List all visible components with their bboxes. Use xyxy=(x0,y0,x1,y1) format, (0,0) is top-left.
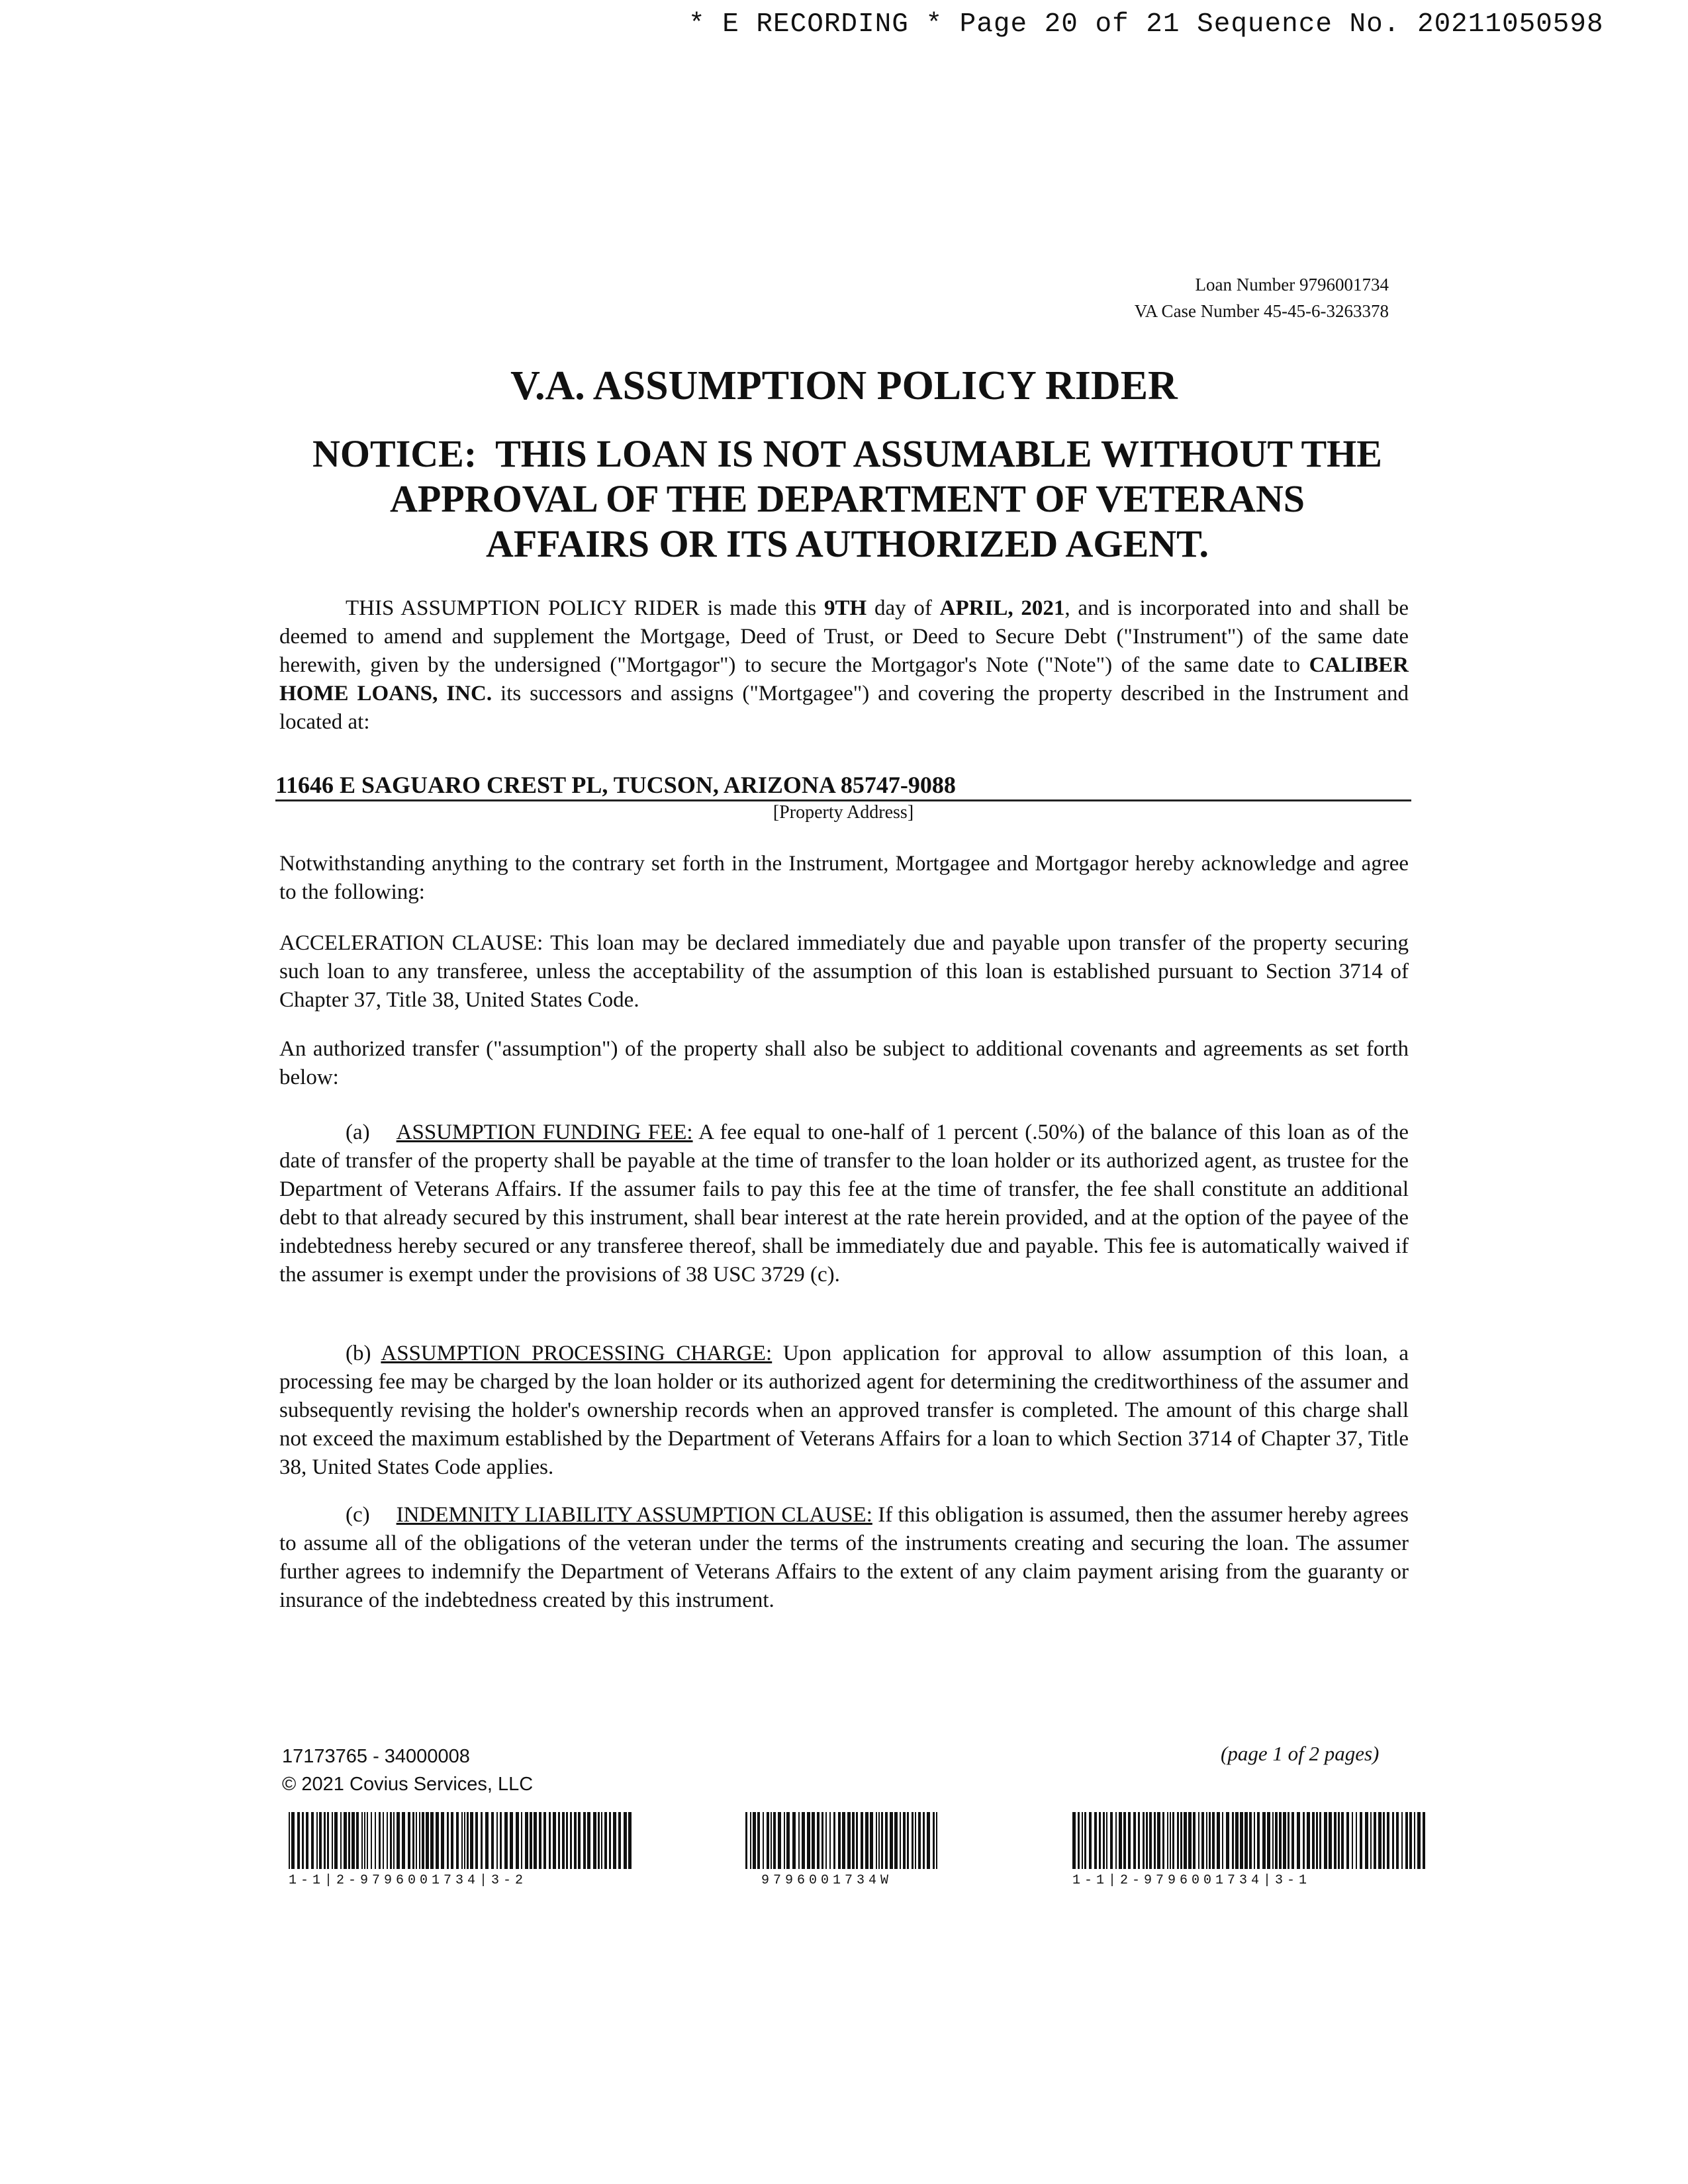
barcode-bar xyxy=(549,1812,551,1869)
barcode-bar xyxy=(461,1812,463,1869)
barcode-bar xyxy=(375,1812,376,1869)
barcode-bar xyxy=(1257,1812,1260,1869)
rider-day: 9TH xyxy=(823,596,867,620)
barcode-bar xyxy=(1396,1812,1399,1869)
barcode-bar xyxy=(1106,1812,1107,1869)
barcode-bar xyxy=(1272,1812,1274,1869)
barcode-bar xyxy=(786,1812,790,1869)
barcode-bar xyxy=(441,1812,444,1869)
barcode-bar xyxy=(1206,1812,1207,1869)
barcode-bar xyxy=(383,1812,384,1869)
barcode-bar xyxy=(802,1812,805,1869)
barcode-bar xyxy=(539,1812,541,1869)
barcode-bar xyxy=(574,1812,577,1869)
barcode-bar xyxy=(1338,1812,1340,1869)
barcode-bar xyxy=(419,1812,420,1869)
clause-a-text: A fee equal to one-half of 1 percent (.50%) of the balance of this loan as of the date of transfer of the property shall be payable at the time of transfer to the loan holder or its authorized agent, as trustee for the Department of Veterans Affairs. If the assumer fails to pay this fee at the time of transfer, the fee shall constitute an additional debt to that already secured by this instrument, shall bear interest at the rate herein provided, and at the option of the payee of the indebtedness hereby secured or any transferee thereof, shall be immediately due and payable. This fee is automatically waived if the assumer is exempt under the provisions of 38 USC 3729 (c). xyxy=(279,1120,1409,1287)
barcode-bar xyxy=(1157,1812,1160,1869)
barcode-bar xyxy=(481,1812,483,1869)
barcode-bar xyxy=(773,1812,776,1869)
barcode-bar xyxy=(583,1812,586,1869)
barcode-bar xyxy=(1170,1812,1171,1869)
copyright-notice: © 2021 Covius Services, LLC xyxy=(282,1774,534,1795)
intro-text-4: its successors and assigns ("Mortgagee") and covering the property described in the Instrument and located at: xyxy=(279,682,1409,734)
barcode-bar xyxy=(861,1812,863,1869)
barcode-bar xyxy=(807,1812,810,1869)
barcode-bar xyxy=(467,1812,469,1869)
recording-stamp: * E RECORDING * Page 20 of 21 Sequence No. 20211050598 xyxy=(688,9,1604,40)
barcode-bar xyxy=(352,1812,355,1869)
barcode-bar xyxy=(1409,1812,1412,1869)
barcode-bar xyxy=(936,1812,937,1869)
barcode-bar xyxy=(1149,1812,1152,1869)
va-case-number: VA Case Number 45-45-6-3263378 xyxy=(1134,301,1389,321)
barcode-bar xyxy=(870,1812,873,1869)
barcode-bar xyxy=(894,1812,898,1869)
barcode-bar xyxy=(491,1812,494,1869)
barcode-bar xyxy=(578,1812,581,1869)
barcode-bar xyxy=(763,1812,764,1869)
barcode-bar xyxy=(881,1812,883,1869)
barcode-bar xyxy=(1138,1812,1140,1869)
clause-c xyxy=(279,1501,1409,1615)
barcode-bar xyxy=(1226,1812,1229,1869)
barcode-bar xyxy=(1154,1812,1156,1869)
barcode-bar xyxy=(332,1812,333,1869)
barcode-bar xyxy=(865,1812,868,1869)
notice-line-3: AFFAIRS OR ITS AUTHORIZED AGENT. xyxy=(485,522,1209,565)
barcode-bar xyxy=(402,1812,405,1869)
barcode-bar xyxy=(1360,1812,1362,1869)
property-address: 11646 E SAGUARO CREST PL, TUCSON, ARIZONA 85747-9088 xyxy=(275,770,1411,801)
barcode-bar xyxy=(856,1812,858,1869)
barcode-bar xyxy=(566,1812,568,1869)
barcode-bar xyxy=(367,1812,368,1869)
clause-b-label: (b) xyxy=(346,1342,371,1365)
barcode-bar xyxy=(593,1812,596,1869)
barcode-bar xyxy=(510,1812,513,1869)
clause-b-heading: ASSUMPTION PROCESSING CHARGE: xyxy=(381,1342,773,1365)
barcode-bar xyxy=(451,1812,453,1869)
barcode-bar xyxy=(426,1812,429,1869)
barcode-bar xyxy=(291,1812,295,1869)
barcode-bar xyxy=(900,1812,901,1869)
barcode-bar xyxy=(1235,1812,1239,1869)
barcode-bar xyxy=(364,1812,365,1869)
barcode-bar xyxy=(1356,1812,1357,1869)
barcode-bar xyxy=(311,1812,314,1869)
intro-text-3: , and is incorporated into and shall be deemed to amend and supplement the Mortgage, Deed of Trust, or Deed to Secure Debt ("Instrument") of the same date herewith, given by the undersigned ("Mortgagor") to secure the Mortgagor's Note ("Note") of the same date to xyxy=(279,596,1409,677)
barcode-bar xyxy=(1297,1812,1300,1869)
barcode-bar xyxy=(598,1812,600,1869)
barcode-bar xyxy=(890,1812,893,1869)
barcode-bar xyxy=(1082,1812,1083,1869)
barcode-bar xyxy=(757,1812,760,1869)
barcode-bar xyxy=(1324,1812,1327,1869)
barcode-bar xyxy=(753,1812,756,1869)
barcode-bar xyxy=(1198,1812,1199,1869)
clause-c-heading: INDEMNITY LIABILITY ASSUMPTION CLAUSE: xyxy=(396,1503,872,1527)
barcode-bar xyxy=(558,1812,560,1869)
intro-text-1: THIS ASSUMPTION POLICY RIDER is made this xyxy=(346,596,824,620)
barcode-bar xyxy=(1414,1812,1415,1869)
barcode-bar xyxy=(825,1812,827,1869)
barcode-bar xyxy=(1209,1812,1211,1869)
barcode-bar xyxy=(344,1812,347,1869)
barcode-bar xyxy=(334,1812,338,1869)
barcode-bar xyxy=(933,1812,935,1869)
barcode-bar xyxy=(327,1812,329,1869)
barcode-bar xyxy=(1244,1812,1248,1869)
barcode-bar xyxy=(1307,1812,1310,1869)
barcode-bar xyxy=(1383,1812,1385,1869)
notice-heading xyxy=(265,432,1430,567)
barcode-bar xyxy=(613,1812,616,1869)
barcode-bar xyxy=(1217,1812,1220,1869)
barcode-bar xyxy=(1316,1812,1318,1869)
barcode-bar xyxy=(838,1812,841,1869)
barcode-bar xyxy=(1123,1812,1126,1869)
barcode-bar xyxy=(1110,1812,1113,1869)
barcode-bar xyxy=(1312,1812,1315,1869)
barcode-bar xyxy=(1291,1812,1294,1869)
barcode-bar xyxy=(601,1812,602,1869)
barcode-bar xyxy=(1365,1812,1368,1869)
barcode-bar xyxy=(767,1812,769,1869)
barcode-bar xyxy=(821,1812,823,1869)
barcode-bar xyxy=(416,1812,417,1869)
intro-paragraph xyxy=(279,594,1409,737)
barcode-bar xyxy=(1267,1812,1270,1869)
lender-name: CALIBER HOME LOANS, INC. xyxy=(279,653,1409,705)
barcode-bar xyxy=(812,1812,815,1869)
barcode-bar xyxy=(1184,1812,1187,1869)
barcode-bar xyxy=(1288,1812,1289,1869)
barcode-bar xyxy=(408,1812,410,1869)
barcode-bar xyxy=(847,1812,851,1869)
barcode-bar xyxy=(1089,1812,1092,1869)
barcode-middle-text: 9796001734W xyxy=(761,1873,893,1888)
barcode-bar xyxy=(371,1812,372,1869)
document-title: V.A. ASSUMPTION POLICY RIDER xyxy=(510,363,1178,408)
loan-info xyxy=(1135,271,1389,324)
barcode-bar xyxy=(1401,1812,1403,1869)
barcode-bar xyxy=(1201,1812,1204,1869)
barcode-bar xyxy=(543,1812,546,1869)
barcode-bar xyxy=(923,1812,925,1869)
intro-text-2: day of xyxy=(867,596,940,620)
authorized-transfer-paragraph: An authorized transfer ("assumption") of the property shall also be subject to additional covenants and agreements as set forth below: xyxy=(279,1037,1409,1089)
barcode-bar xyxy=(289,1812,290,1869)
barcode-bar xyxy=(618,1812,621,1869)
barcode-bar xyxy=(436,1812,439,1869)
barcode-bar xyxy=(1167,1812,1168,1869)
barcode-bar xyxy=(1346,1812,1349,1869)
barcode-bar xyxy=(530,1812,532,1869)
barcode-bar xyxy=(562,1812,565,1869)
barcode-right xyxy=(1072,1812,1427,1869)
clause-a-heading: ASSUMPTION FUNDING FEE: xyxy=(396,1120,693,1144)
barcode-bar xyxy=(456,1812,459,1869)
notwithstanding-paragraph: Notwithstanding anything to the contrary set forth in the Instrument, Mortgagee and Mortgagor hereby acknowledge and agree to the following: xyxy=(279,852,1409,904)
barcode-bar xyxy=(534,1812,537,1869)
barcode-bar xyxy=(500,1812,502,1869)
barcode-bar xyxy=(876,1812,877,1869)
barcode-bar xyxy=(379,1812,381,1869)
barcode-bar xyxy=(609,1812,611,1869)
barcode-bar xyxy=(1387,1812,1389,1869)
barcode-bar xyxy=(447,1812,449,1869)
barcode-bar xyxy=(745,1812,747,1869)
barcode-bar xyxy=(356,1812,359,1869)
barcode-bar xyxy=(885,1812,888,1869)
barcode-bar xyxy=(485,1812,489,1869)
barcode-bar xyxy=(918,1812,921,1869)
barcode-bar xyxy=(842,1812,845,1869)
notice-line-2: APPROVAL OF THE DEPARTMENT OF VETERANS xyxy=(389,477,1305,520)
barcode-bar xyxy=(778,1812,781,1869)
barcode-bar xyxy=(496,1812,498,1869)
barcode-bar xyxy=(784,1812,785,1869)
barcode-bar xyxy=(340,1812,342,1869)
barcode-bar xyxy=(516,1812,519,1869)
barcode-bar xyxy=(324,1812,326,1869)
barcode-bar xyxy=(771,1812,772,1869)
barcode-bar xyxy=(1249,1812,1252,1869)
clause-b-text: Upon application for approval to allow assumption of this loan, a processing fee may be charged by the loan holder or its authorized agent for determining the creditworthiness of the assumer and subsequently revising the holder's ownership records when an approved transfer is completed. The amount of this charge shall not exceed the maximum established by the Department of Veterans Affairs for a loan to which Section 3714 of Chapter 37, Title 38, United States Code applies. xyxy=(279,1342,1409,1479)
barcode-bar xyxy=(1275,1812,1278,1869)
barcode-bar xyxy=(1193,1812,1196,1869)
barcode-bar xyxy=(387,1812,388,1869)
barcode-bar xyxy=(1329,1812,1332,1869)
clause-b xyxy=(279,1340,1409,1482)
barcode-bar xyxy=(1334,1812,1336,1869)
clause-c-label: (c) xyxy=(346,1503,370,1527)
barcode-bar xyxy=(792,1812,796,1869)
barcode-bar xyxy=(348,1812,350,1869)
barcode-bar xyxy=(319,1812,322,1869)
barcode-bar xyxy=(1146,1812,1148,1869)
page-count: (page 1 of 2 pages) xyxy=(1221,1742,1380,1765)
barcode-bar xyxy=(1283,1812,1286,1869)
barcode-bar xyxy=(412,1812,414,1869)
barcode-bar xyxy=(817,1812,820,1869)
barcode-bar xyxy=(422,1812,424,1869)
barcode-bar xyxy=(1254,1812,1255,1869)
barcode-bar xyxy=(624,1812,627,1869)
barcode-bar xyxy=(1177,1812,1179,1869)
barcode-bar xyxy=(1279,1812,1282,1869)
barcode-bar xyxy=(1319,1812,1321,1869)
barcode-bar xyxy=(1188,1812,1192,1869)
barcode-bar xyxy=(1103,1812,1105,1869)
property-address-label: [Property Address] xyxy=(773,802,914,823)
barcode-bar xyxy=(1119,1812,1122,1869)
barcode-bar xyxy=(1405,1812,1408,1869)
barcode-bar xyxy=(1423,1812,1425,1869)
barcode-bar xyxy=(628,1812,632,1869)
barcode-bar xyxy=(306,1812,308,1869)
barcode-bar xyxy=(833,1812,835,1869)
barcode-bar xyxy=(903,1812,906,1869)
barcode-bar xyxy=(1099,1812,1101,1869)
barcode-bar xyxy=(302,1812,304,1869)
barcode-bar xyxy=(297,1812,300,1869)
barcode-bar xyxy=(1417,1812,1421,1869)
barcode-bar xyxy=(912,1812,914,1869)
barcode-bar xyxy=(878,1812,880,1869)
acceleration-clause: ACCELERATION CLAUSE: This loan may be declared immediately due and payable upon transfer of the property securing such loan to any transferee, unless the acceptability of the assumption of this loan is established pursuant to Section 3714 of Chapter 37, Title 38, United States Code. xyxy=(279,931,1409,1012)
barcode-bar xyxy=(475,1812,478,1869)
clause-c-text: If this obligation is assumed, then the assumer hereby agrees to assume all of the obligations of the veteran under the terms of the instruments creating and securing the loan. The assumer further agrees to indemnify the Department of Veterans Affairs to the extent of any claim payment arising from the guaranty or insurance of the indebtedness created by this instrument. xyxy=(279,1503,1409,1612)
barcode-bar xyxy=(553,1812,556,1869)
barcode-bar xyxy=(504,1812,508,1869)
barcode-bar xyxy=(1370,1812,1372,1869)
barcode-bar xyxy=(604,1812,607,1869)
clause-a-label: (a) xyxy=(346,1120,370,1144)
barcode-bar xyxy=(1303,1812,1305,1869)
barcode-bar xyxy=(1084,1812,1086,1869)
barcode-left xyxy=(289,1812,633,1869)
barcode-bar xyxy=(464,1812,465,1869)
barcode-bar xyxy=(798,1812,800,1869)
barcode-bar xyxy=(1162,1812,1164,1869)
rider-month-year: APRIL, 2021 xyxy=(939,596,1065,620)
barcode-bar xyxy=(1128,1812,1131,1869)
barcode-bar xyxy=(907,1812,909,1869)
barcode-bar xyxy=(587,1812,590,1869)
barcode-left-text: 1-1|2-9796001734|3-2 xyxy=(289,1873,528,1888)
barcode-bar xyxy=(1262,1812,1266,1869)
barcode-bar xyxy=(852,1812,855,1869)
barcode-bar xyxy=(1240,1812,1243,1869)
barcode-bar xyxy=(393,1812,395,1869)
barcode-bar xyxy=(750,1812,751,1869)
barcode-bar xyxy=(361,1812,363,1869)
barcode-bar xyxy=(1341,1812,1344,1869)
barcode-right-text: 1-1|2-9796001734|3-1 xyxy=(1072,1873,1311,1888)
barcode-bar xyxy=(1378,1812,1382,1869)
barcode-bar xyxy=(927,1812,930,1869)
barcode-bar xyxy=(915,1812,916,1869)
barcode-bar xyxy=(1392,1812,1394,1869)
loan-number: Loan Number 9796001734 xyxy=(1195,275,1389,295)
barcode-bar xyxy=(470,1812,473,1869)
document-code: 17173765 - 34000008 xyxy=(282,1746,470,1767)
barcode-bar xyxy=(316,1812,318,1869)
barcode-bar xyxy=(1078,1812,1080,1869)
notice-line-1: NOTICE: THIS LOAN IS NOT ASSUMABLE WITHOUT THE xyxy=(312,432,1382,475)
barcode-bar xyxy=(570,1812,572,1869)
barcode-bar xyxy=(1115,1812,1117,1869)
barcode-bar xyxy=(1072,1812,1076,1869)
clause-a xyxy=(279,1118,1409,1289)
barcode-bar xyxy=(1143,1812,1145,1869)
barcode-bar xyxy=(521,1812,522,1869)
barcode-bar xyxy=(390,1812,392,1869)
barcode-bar xyxy=(1180,1812,1182,1869)
barcode-bar xyxy=(1133,1812,1136,1869)
barcode-bar xyxy=(1232,1812,1234,1869)
barcode-bar xyxy=(1352,1812,1353,1869)
barcode-bar xyxy=(1212,1812,1215,1869)
barcode-bar xyxy=(430,1812,434,1869)
barcode-bar xyxy=(829,1812,831,1869)
barcode-bar xyxy=(1094,1812,1097,1869)
barcode-middle xyxy=(745,1812,940,1869)
barcode-bar xyxy=(1172,1812,1174,1869)
barcode-bar xyxy=(1374,1812,1376,1869)
barcode-bar xyxy=(397,1812,400,1869)
barcode-bar xyxy=(1222,1812,1223,1869)
barcode-bar xyxy=(525,1812,528,1869)
